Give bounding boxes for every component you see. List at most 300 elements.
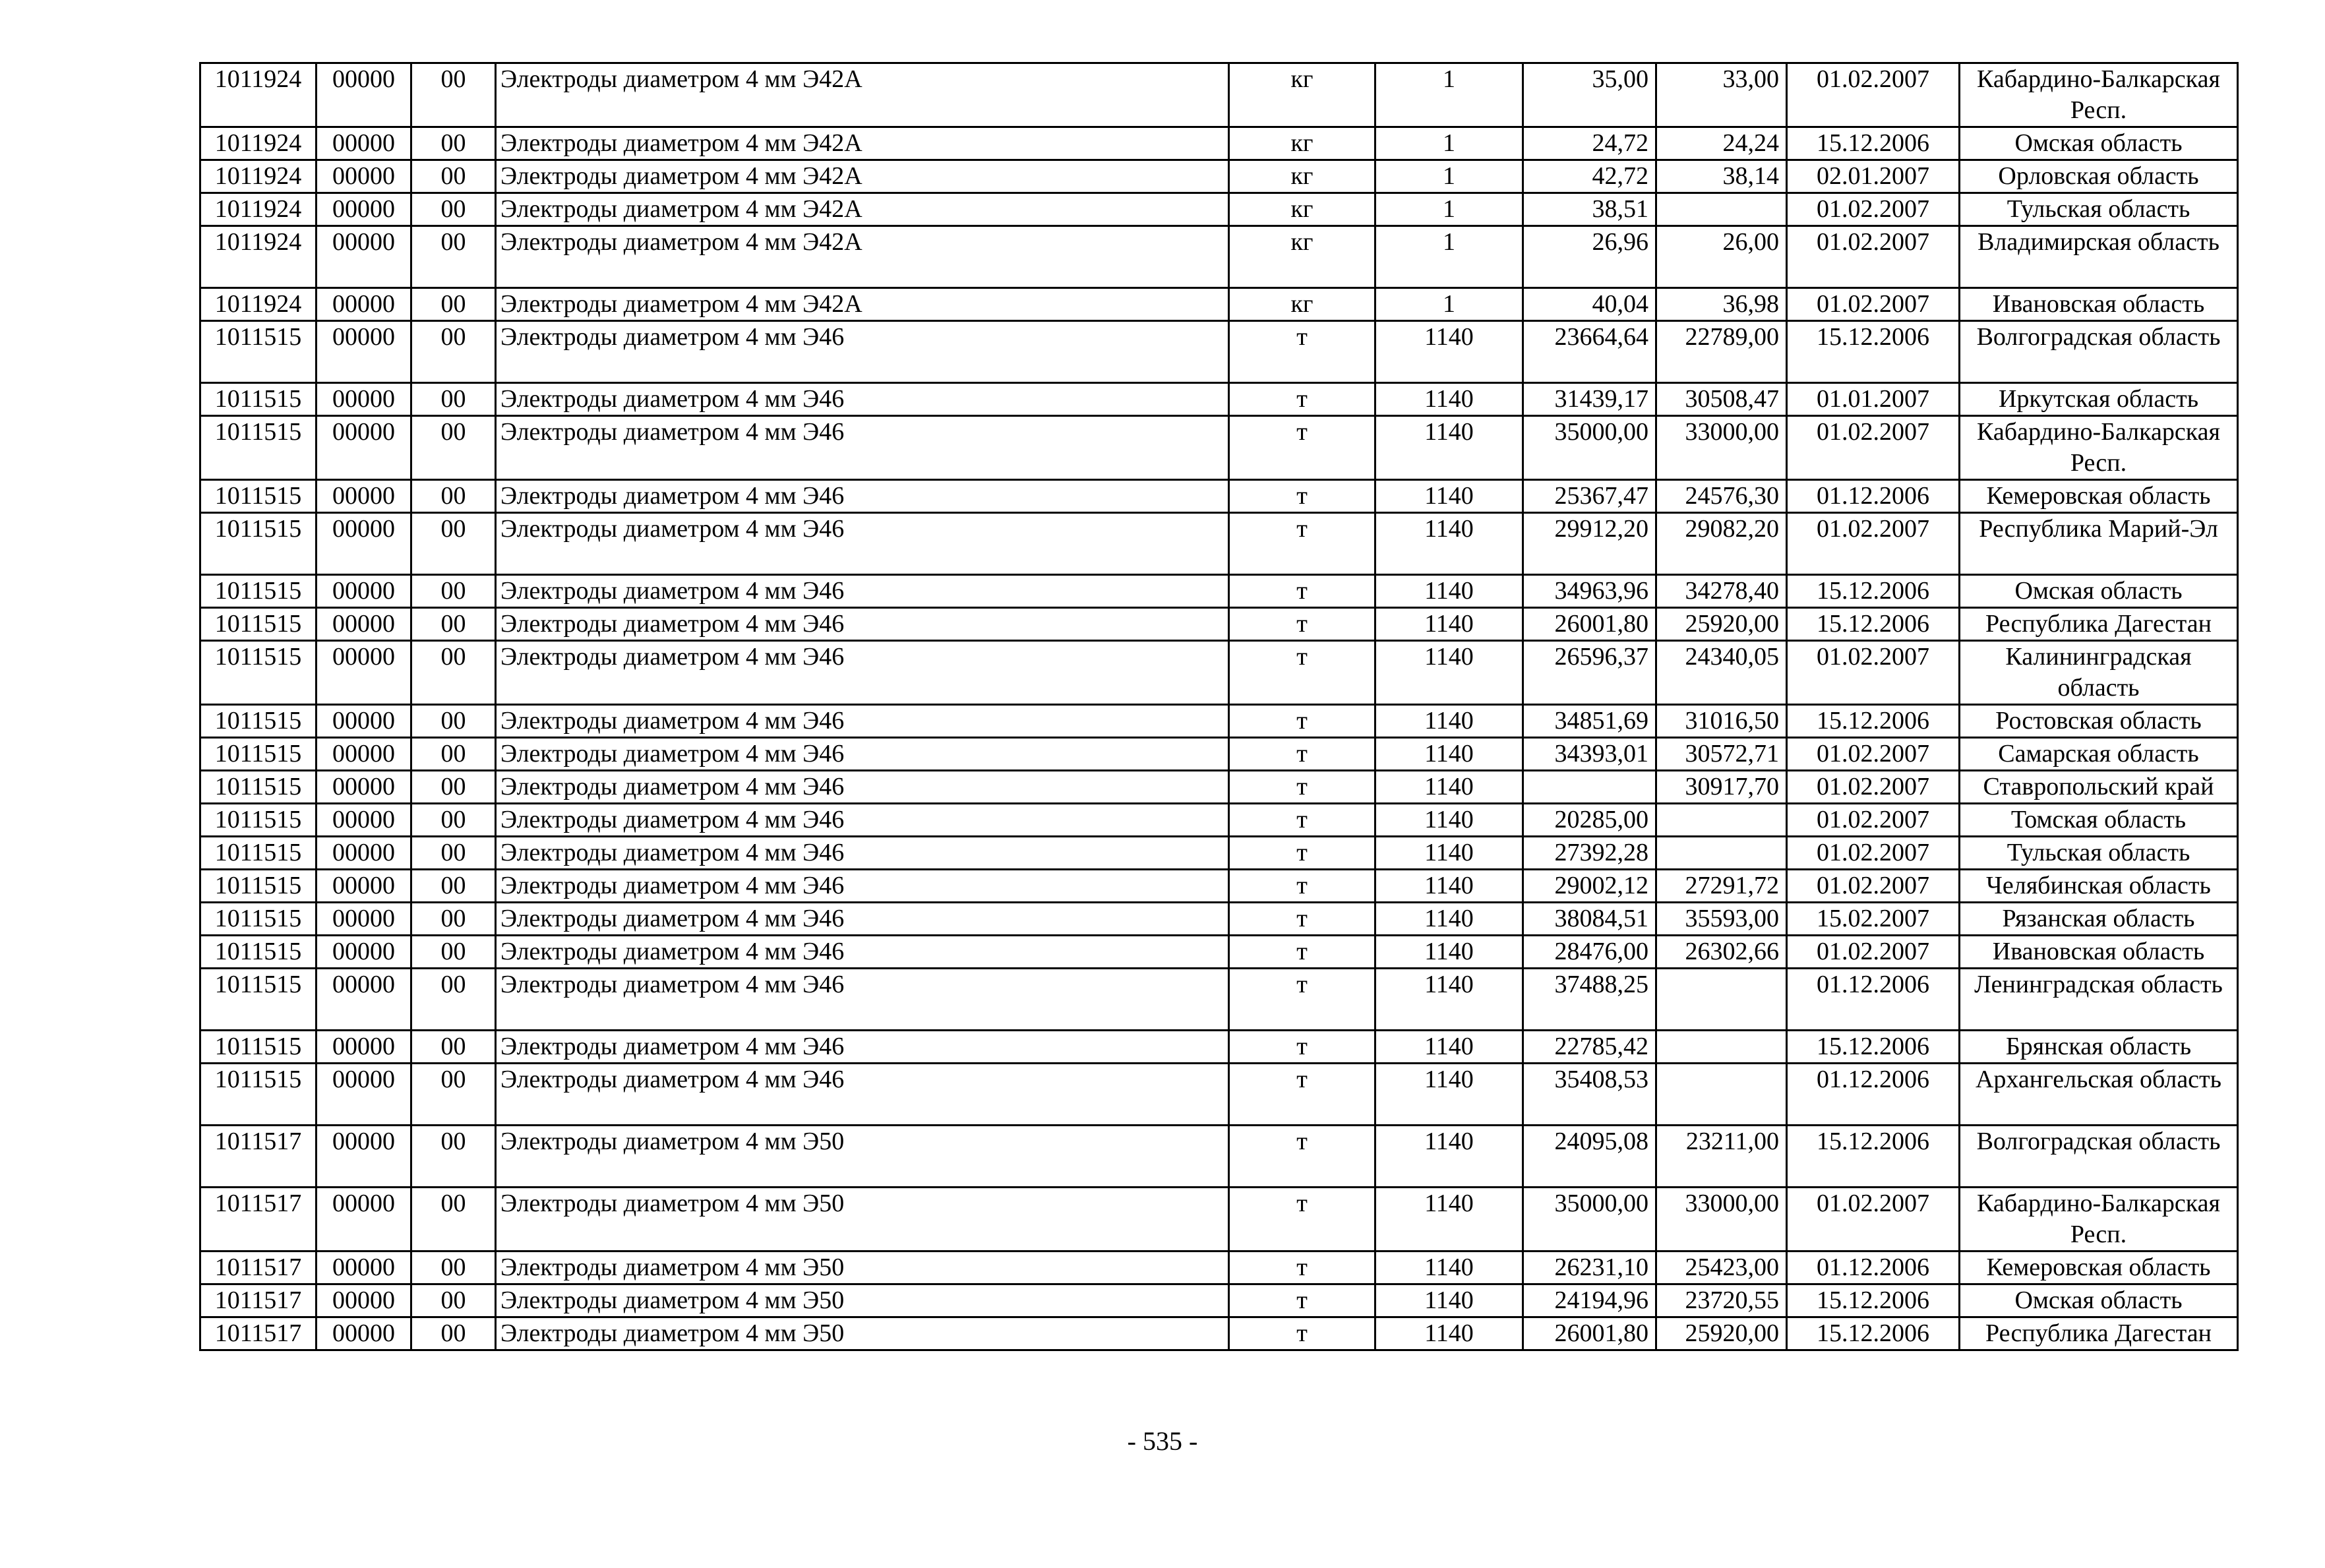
table-row: [200, 383, 2238, 416]
cell-price-max: 20285,00: [1523, 804, 1656, 837]
cell-price-max: 42,72: [1523, 160, 1656, 193]
cell-unit-multiplier: 1140: [1375, 705, 1523, 738]
cell-product-name: Электроды диаметром 4 мм Э46: [496, 705, 1229, 738]
cell-region: Ростовская область: [1960, 705, 2238, 738]
cell-code: 1011924: [200, 63, 317, 127]
cell-suffix: 00: [411, 63, 496, 127]
cell-subcode: 00000: [317, 641, 411, 705]
cell-date: 01.01.2007: [1787, 383, 1960, 416]
cell-product-name: Электроды диаметром 4 мм Э42А: [496, 226, 1229, 288]
cell-unit: т: [1229, 383, 1375, 416]
cell-price-max: [1523, 771, 1656, 804]
cell-region: Республика Марий-Эл: [1960, 513, 2238, 575]
cell-product-name: Электроды диаметром 4 мм Э42А: [496, 127, 1229, 160]
cell-code: 1011515: [200, 641, 317, 705]
cell-date: 01.02.2007: [1787, 771, 1960, 804]
cell-unit-multiplier: 1140: [1375, 771, 1523, 804]
cell-price-max: 35408,53: [1523, 1064, 1656, 1126]
cell-suffix: 00: [411, 193, 496, 226]
cell-product-name: Электроды диаметром 4 мм Э46: [496, 513, 1229, 575]
cell-unit-multiplier: 1140: [1375, 480, 1523, 513]
cell-product-name: Электроды диаметром 4 мм Э50: [496, 1188, 1229, 1251]
cell-unit-multiplier: 1140: [1375, 804, 1523, 837]
cell-unit: т: [1229, 837, 1375, 870]
cell-date: 15.12.2006: [1787, 1317, 1960, 1350]
cell-price-min: 30917,70: [1656, 771, 1787, 804]
cell-product-name: Электроды диаметром 4 мм Э46: [496, 575, 1229, 608]
cell-suffix: 00: [411, 969, 496, 1031]
cell-price-min: [1656, 193, 1787, 226]
cell-unit: т: [1229, 641, 1375, 705]
cell-product-name: Электроды диаметром 4 мм Э42А: [496, 288, 1229, 321]
cell-subcode: 00000: [317, 608, 411, 641]
cell-unit-multiplier: 1140: [1375, 903, 1523, 936]
cell-price-min: 25920,00: [1656, 608, 1787, 641]
table-row: [200, 738, 2238, 771]
cell-region: Тульская область: [1960, 193, 2238, 226]
cell-suffix: 00: [411, 738, 496, 771]
cell-unit: т: [1229, 513, 1375, 575]
cell-price-max: 26001,80: [1523, 608, 1656, 641]
cell-unit-multiplier: 1: [1375, 160, 1523, 193]
cell-unit-multiplier: 1: [1375, 288, 1523, 321]
cell-price-min: 33000,00: [1656, 1188, 1787, 1251]
cell-suffix: 00: [411, 771, 496, 804]
table-row: [200, 903, 2238, 936]
cell-unit-multiplier: 1140: [1375, 1188, 1523, 1251]
cell-region: Республика Дагестан: [1960, 1317, 2238, 1350]
cell-price-max: 27392,28: [1523, 837, 1656, 870]
cell-product-name: Электроды диаметром 4 мм Э46: [496, 383, 1229, 416]
cell-code: 1011517: [200, 1317, 317, 1350]
cell-region: Ленинградская область: [1960, 969, 2238, 1031]
cell-price-min: 30508,47: [1656, 383, 1787, 416]
cell-subcode: 00000: [317, 288, 411, 321]
cell-suffix: 00: [411, 1284, 496, 1317]
cell-product-name: Электроды диаметром 4 мм Э42А: [496, 193, 1229, 226]
cell-unit: т: [1229, 738, 1375, 771]
cell-region: Брянская область: [1960, 1031, 2238, 1064]
cell-subcode: 00000: [317, 321, 411, 383]
cell-unit: т: [1229, 936, 1375, 969]
cell-unit: т: [1229, 1188, 1375, 1251]
cell-code: 1011515: [200, 837, 317, 870]
cell-suffix: 00: [411, 641, 496, 705]
cell-date: 01.02.2007: [1787, 513, 1960, 575]
cell-unit: т: [1229, 575, 1375, 608]
table-row: [200, 63, 2238, 127]
table-row: [200, 513, 2238, 575]
cell-region: Волгоградская область: [1960, 321, 2238, 383]
cell-date: 01.02.2007: [1787, 936, 1960, 969]
cell-unit-multiplier: 1140: [1375, 513, 1523, 575]
table-row: [200, 936, 2238, 969]
cell-price-min: 23720,55: [1656, 1284, 1787, 1317]
cell-unit: т: [1229, 1317, 1375, 1350]
cell-subcode: 00000: [317, 705, 411, 738]
cell-suffix: 00: [411, 321, 496, 383]
cell-unit-multiplier: 1140: [1375, 1064, 1523, 1126]
cell-suffix: 00: [411, 416, 496, 480]
cell-product-name: Электроды диаметром 4 мм Э46: [496, 903, 1229, 936]
cell-product-name: Электроды диаметром 4 мм Э46: [496, 771, 1229, 804]
cell-product-name: Электроды диаметром 4 мм Э46: [496, 608, 1229, 641]
cell-unit: т: [1229, 480, 1375, 513]
cell-price-min: 36,98: [1656, 288, 1787, 321]
cell-unit-multiplier: 1140: [1375, 1284, 1523, 1317]
cell-suffix: 00: [411, 936, 496, 969]
cell-code: 1011515: [200, 903, 317, 936]
cell-price-min: 25423,00: [1656, 1251, 1787, 1284]
cell-date: 01.02.2007: [1787, 63, 1960, 127]
cell-price-min: 38,14: [1656, 160, 1787, 193]
cell-price-max: 23664,64: [1523, 321, 1656, 383]
cell-suffix: 00: [411, 837, 496, 870]
cell-price-max: 29912,20: [1523, 513, 1656, 575]
cell-subcode: 00000: [317, 160, 411, 193]
cell-price-max: 24194,96: [1523, 1284, 1656, 1317]
cell-subcode: 00000: [317, 416, 411, 480]
cell-unit: т: [1229, 705, 1375, 738]
cell-code: 1011517: [200, 1188, 317, 1251]
cell-unit-multiplier: 1140: [1375, 1126, 1523, 1188]
cell-date: 01.02.2007: [1787, 416, 1960, 480]
cell-suffix: 00: [411, 608, 496, 641]
cell-product-name: Электроды диаметром 4 мм Э46: [496, 641, 1229, 705]
cell-unit: т: [1229, 321, 1375, 383]
cell-price-max: 26,96: [1523, 226, 1656, 288]
cell-product-name: Электроды диаметром 4 мм Э50: [496, 1126, 1229, 1188]
cell-suffix: 00: [411, 288, 496, 321]
cell-unit: т: [1229, 1064, 1375, 1126]
table-row: [200, 804, 2238, 837]
cell-code: 1011515: [200, 969, 317, 1031]
cell-product-name: Электроды диаметром 4 мм Э46: [496, 804, 1229, 837]
table-row: [200, 1031, 2238, 1064]
cell-date: 15.12.2006: [1787, 321, 1960, 383]
cell-price-max: 22785,42: [1523, 1031, 1656, 1064]
cell-code: 1011515: [200, 608, 317, 641]
cell-subcode: 00000: [317, 513, 411, 575]
cell-product-name: Электроды диаметром 4 мм Э42А: [496, 160, 1229, 193]
cell-region: Кабардино-Балкарская Респ.: [1960, 416, 2238, 480]
cell-price-min: [1656, 837, 1787, 870]
cell-date: 01.02.2007: [1787, 738, 1960, 771]
cell-product-name: Электроды диаметром 4 мм Э42А: [496, 63, 1229, 127]
cell-unit: кг: [1229, 193, 1375, 226]
cell-price-min: 27291,72: [1656, 870, 1787, 903]
cell-region: Кемеровская область: [1960, 1251, 2238, 1284]
cell-region: Рязанская область: [1960, 903, 2238, 936]
cell-product-name: Электроды диаметром 4 мм Э46: [496, 969, 1229, 1031]
cell-price-min: 30572,71: [1656, 738, 1787, 771]
cell-suffix: 00: [411, 804, 496, 837]
cell-unit: т: [1229, 1251, 1375, 1284]
cell-region: Омская область: [1960, 127, 2238, 160]
cell-unit-multiplier: 1140: [1375, 321, 1523, 383]
table-row: [200, 1188, 2238, 1251]
cell-region: Кабардино-Балкарская Респ.: [1960, 63, 2238, 127]
cell-date: 02.01.2007: [1787, 160, 1960, 193]
cell-subcode: 00000: [317, 1251, 411, 1284]
cell-subcode: 00000: [317, 936, 411, 969]
cell-price-min: 26,00: [1656, 226, 1787, 288]
cell-unit-multiplier: 1140: [1375, 1317, 1523, 1350]
table-row: [200, 480, 2238, 513]
cell-unit: т: [1229, 804, 1375, 837]
table-row: [200, 837, 2238, 870]
cell-price-max: 34851,69: [1523, 705, 1656, 738]
cell-unit-multiplier: 1140: [1375, 575, 1523, 608]
cell-region: Челябинская область: [1960, 870, 2238, 903]
cell-unit: т: [1229, 608, 1375, 641]
table-row: [200, 1284, 2238, 1317]
cell-code: 1011515: [200, 321, 317, 383]
cell-date: 15.12.2006: [1787, 1031, 1960, 1064]
cell-region: Кабардино-Балкарская Респ.: [1960, 1188, 2238, 1251]
cell-unit: т: [1229, 416, 1375, 480]
cell-region: Ставропольский край: [1960, 771, 2238, 804]
table-row: [200, 1126, 2238, 1188]
cell-price-max: 34393,01: [1523, 738, 1656, 771]
cell-subcode: 00000: [317, 969, 411, 1031]
cell-date: 01.02.2007: [1787, 804, 1960, 837]
cell-unit-multiplier: 1140: [1375, 1031, 1523, 1064]
table-row: [200, 416, 2238, 480]
cell-product-name: Электроды диаметром 4 мм Э50: [496, 1317, 1229, 1350]
cell-unit-multiplier: 1140: [1375, 608, 1523, 641]
cell-unit-multiplier: 1140: [1375, 969, 1523, 1031]
cell-price-max: 38,51: [1523, 193, 1656, 226]
cell-price-max: 37488,25: [1523, 969, 1656, 1031]
cell-unit-multiplier: 1: [1375, 63, 1523, 127]
cell-subcode: 00000: [317, 1064, 411, 1126]
table-row: [200, 193, 2238, 226]
cell-code: 1011515: [200, 513, 317, 575]
cell-suffix: 00: [411, 383, 496, 416]
cell-unit: т: [1229, 1031, 1375, 1064]
cell-date: 01.12.2006: [1787, 1251, 1960, 1284]
cell-subcode: 00000: [317, 226, 411, 288]
cell-date: 15.12.2006: [1787, 575, 1960, 608]
cell-suffix: 00: [411, 160, 496, 193]
cell-unit: кг: [1229, 160, 1375, 193]
cell-date: 01.12.2006: [1787, 969, 1960, 1031]
table-row: [200, 288, 2238, 321]
cell-price-min: 24340,05: [1656, 641, 1787, 705]
cell-product-name: Электроды диаметром 4 мм Э46: [496, 936, 1229, 969]
cell-unit-multiplier: 1140: [1375, 936, 1523, 969]
table-row: [200, 969, 2238, 1031]
cell-subcode: 00000: [317, 193, 411, 226]
cell-price-max: 34963,96: [1523, 575, 1656, 608]
cell-code: 1011515: [200, 1031, 317, 1064]
cell-subcode: 00000: [317, 575, 411, 608]
cell-date: 01.02.2007: [1787, 837, 1960, 870]
cell-price-max: 26001,80: [1523, 1317, 1656, 1350]
cell-code: 1011515: [200, 575, 317, 608]
cell-price-min: 22789,00: [1656, 321, 1787, 383]
cell-price-min: [1656, 1064, 1787, 1126]
cell-price-max: 24,72: [1523, 127, 1656, 160]
cell-product-name: Электроды диаметром 4 мм Э50: [496, 1251, 1229, 1284]
cell-code: 1011924: [200, 160, 317, 193]
cell-code: 1011515: [200, 771, 317, 804]
cell-region: Орловская область: [1960, 160, 2238, 193]
cell-unit: т: [1229, 1284, 1375, 1317]
cell-date: 15.12.2006: [1787, 705, 1960, 738]
cell-date: 01.02.2007: [1787, 226, 1960, 288]
cell-product-name: Электроды диаметром 4 мм Э46: [496, 870, 1229, 903]
cell-code: 1011517: [200, 1251, 317, 1284]
cell-subcode: 00000: [317, 480, 411, 513]
cell-suffix: 00: [411, 705, 496, 738]
table-row: [200, 226, 2238, 288]
cell-price-min: 31016,50: [1656, 705, 1787, 738]
cell-suffix: 00: [411, 575, 496, 608]
cell-date: 15.12.2006: [1787, 1126, 1960, 1188]
cell-suffix: 00: [411, 1064, 496, 1126]
cell-unit-multiplier: 1140: [1375, 641, 1523, 705]
cell-code: 1011515: [200, 1064, 317, 1126]
cell-region: Кемеровская область: [1960, 480, 2238, 513]
cell-price-min: 23211,00: [1656, 1126, 1787, 1188]
cell-subcode: 00000: [317, 771, 411, 804]
cell-subcode: 00000: [317, 63, 411, 127]
cell-price-min: 26302,66: [1656, 936, 1787, 969]
cell-date: 01.02.2007: [1787, 641, 1960, 705]
cell-region: Самарская область: [1960, 738, 2238, 771]
cell-suffix: 00: [411, 1126, 496, 1188]
cell-region: Омская область: [1960, 575, 2238, 608]
cell-subcode: 00000: [317, 870, 411, 903]
cell-region: Владимирская область: [1960, 226, 2238, 288]
cell-suffix: 00: [411, 480, 496, 513]
cell-product-name: Электроды диаметром 4 мм Э46: [496, 416, 1229, 480]
cell-suffix: 00: [411, 1188, 496, 1251]
cell-unit: т: [1229, 870, 1375, 903]
cell-unit: т: [1229, 903, 1375, 936]
cell-date: 15.12.2006: [1787, 1284, 1960, 1317]
cell-unit: кг: [1229, 226, 1375, 288]
cell-product-name: Электроды диаметром 4 мм Э50: [496, 1284, 1229, 1317]
cell-subcode: 00000: [317, 738, 411, 771]
cell-price-min: [1656, 969, 1787, 1031]
cell-subcode: 00000: [317, 1031, 411, 1064]
cell-suffix: 00: [411, 1251, 496, 1284]
cell-price-max: 35,00: [1523, 63, 1656, 127]
cell-product-name: Электроды диаметром 4 мм Э46: [496, 837, 1229, 870]
cell-code: 1011515: [200, 804, 317, 837]
table-row: [200, 1064, 2238, 1126]
cell-unit-multiplier: 1140: [1375, 416, 1523, 480]
cell-unit: т: [1229, 771, 1375, 804]
cell-unit: кг: [1229, 288, 1375, 321]
cell-date: 01.02.2007: [1787, 870, 1960, 903]
table-row: [200, 641, 2238, 705]
cell-unit: т: [1229, 1126, 1375, 1188]
cell-price-max: 29002,12: [1523, 870, 1656, 903]
cell-product-name: Электроды диаметром 4 мм Э46: [496, 1031, 1229, 1064]
table-row: [200, 1317, 2238, 1350]
cell-subcode: 00000: [317, 837, 411, 870]
cell-region: Ивановская область: [1960, 936, 2238, 969]
cell-subcode: 00000: [317, 1317, 411, 1350]
cell-price-max: 24095,08: [1523, 1126, 1656, 1188]
cell-unit: кг: [1229, 127, 1375, 160]
cell-code: 1011515: [200, 705, 317, 738]
cell-unit-multiplier: 1140: [1375, 1251, 1523, 1284]
cell-date: 01.02.2007: [1787, 1188, 1960, 1251]
cell-suffix: 00: [411, 1031, 496, 1064]
cell-code: 1011515: [200, 480, 317, 513]
table-row: [200, 608, 2238, 641]
table-row: [200, 870, 2238, 903]
cell-region: Архангельская область: [1960, 1064, 2238, 1126]
table-row: [200, 705, 2238, 738]
cell-suffix: 00: [411, 870, 496, 903]
price-table: [199, 62, 2239, 1351]
cell-code: 1011517: [200, 1126, 317, 1188]
cell-date: 15.12.2006: [1787, 608, 1960, 641]
page-number: - 535 -: [1127, 1426, 1198, 1456]
cell-price-min: 33000,00: [1656, 416, 1787, 480]
cell-product-name: Электроды диаметром 4 мм Э46: [496, 321, 1229, 383]
table-row: [200, 771, 2238, 804]
cell-price-min: [1656, 1031, 1787, 1064]
cell-unit-multiplier: 1140: [1375, 870, 1523, 903]
cell-date: 01.02.2007: [1787, 288, 1960, 321]
cell-price-max: 26231,10: [1523, 1251, 1656, 1284]
cell-price-max: 35000,00: [1523, 1188, 1656, 1251]
cell-price-min: 35593,00: [1656, 903, 1787, 936]
cell-price-min: 24576,30: [1656, 480, 1787, 513]
cell-code: 1011924: [200, 193, 317, 226]
cell-suffix: 00: [411, 1317, 496, 1350]
cell-subcode: 00000: [317, 804, 411, 837]
cell-code: 1011924: [200, 226, 317, 288]
cell-region: Омская область: [1960, 1284, 2238, 1317]
cell-price-max: 35000,00: [1523, 416, 1656, 480]
cell-code: 1011515: [200, 416, 317, 480]
cell-unit: кг: [1229, 63, 1375, 127]
table-row: [200, 127, 2238, 160]
cell-product-name: Электроды диаметром 4 мм Э46: [496, 1064, 1229, 1126]
cell-unit-multiplier: 1140: [1375, 738, 1523, 771]
cell-subcode: 00000: [317, 903, 411, 936]
cell-price-max: 38084,51: [1523, 903, 1656, 936]
cell-product-name: Электроды диаметром 4 мм Э46: [496, 738, 1229, 771]
cell-price-min: 24,24: [1656, 127, 1787, 160]
table-row: [200, 321, 2238, 383]
cell-date: 01.12.2006: [1787, 1064, 1960, 1126]
cell-region: Республика Дагестан: [1960, 608, 2238, 641]
cell-unit-multiplier: 1: [1375, 193, 1523, 226]
cell-suffix: 00: [411, 127, 496, 160]
cell-unit-multiplier: 1: [1375, 226, 1523, 288]
cell-subcode: 00000: [317, 383, 411, 416]
cell-suffix: 00: [411, 226, 496, 288]
cell-date: 01.02.2007: [1787, 193, 1960, 226]
cell-code: 1011515: [200, 383, 317, 416]
cell-price-max: 40,04: [1523, 288, 1656, 321]
cell-code: 1011515: [200, 738, 317, 771]
cell-code: 1011517: [200, 1284, 317, 1317]
cell-region: Калининградская область: [1960, 641, 2238, 705]
cell-region: Тульская область: [1960, 837, 2238, 870]
cell-unit-multiplier: 1: [1375, 127, 1523, 160]
cell-price-max: 25367,47: [1523, 480, 1656, 513]
